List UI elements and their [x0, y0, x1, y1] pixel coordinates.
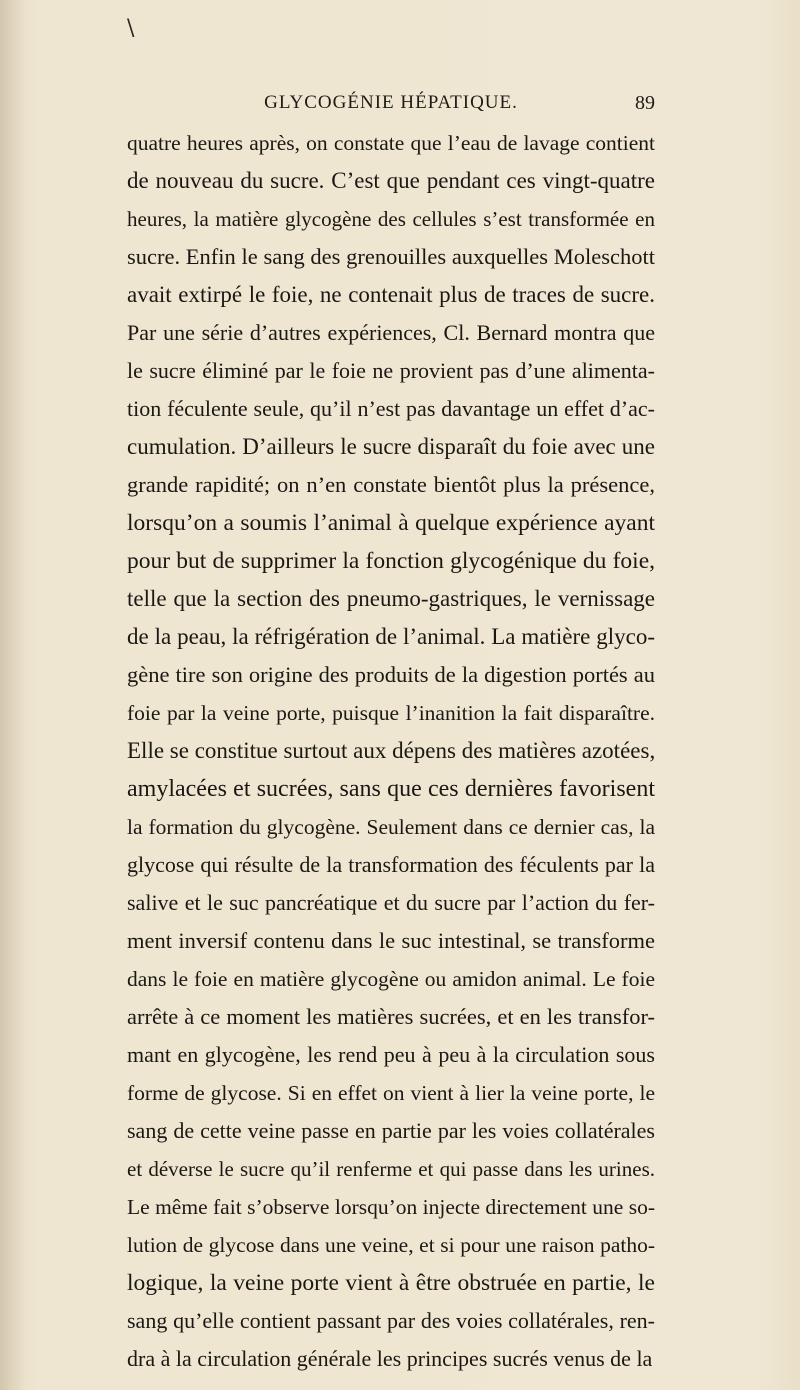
text-line: heures, la matière glycogène des cellules s’est transformée en — [127, 207, 655, 231]
stray-ink-mark: \ — [127, 16, 135, 41]
text-line: de nouveau du sucre. C’est que pendant ces vingt-quatre — [127, 168, 655, 193]
text-line: ment inversif contenu dans le suc intestinal, se transforme — [127, 928, 655, 953]
text-line: Le même fait s’observe lorsqu’on injecte directement une so- — [127, 1195, 655, 1219]
page-edge-shadow — [0, 0, 26, 1390]
running-title: GLYCOGÉNIE HÉPATIQUE. — [264, 92, 518, 113]
text-line: sang qu’elle contient passant par des voies collatérales, ren- — [127, 1308, 655, 1333]
text-line: arrête à ce moment les matières sucrées, et en les transfor- — [127, 1004, 655, 1029]
text-line: logique, la veine porte vient à être obstruée en partie, le — [127, 1270, 655, 1296]
text-line: avait extirpé le foie, ne contenait plus de traces de sucre. — [127, 282, 655, 307]
text-line: tion féculente seule, qu’il n’est pas davantage un effet d’ac- — [127, 396, 655, 421]
text-line: gène tire son origine des produits de la digestion portés au — [127, 662, 655, 687]
text-line: grande rapidité; on n’en constate bientôt plus la présence, — [127, 472, 655, 497]
text-line: sucre. Enfin le sang des grenouilles auxquelles Moleschott — [127, 244, 655, 269]
text-line: cumulation. D’ailleurs le sucre disparaît du foie avec une — [127, 434, 655, 459]
text-line: Elle se constitue surtout aux dépens des matières azotées, — [127, 738, 656, 763]
text-line: lution de glycose dans une veine, et si pour une raison patho- — [127, 1233, 655, 1257]
text-line: et déverse le sucre qu’il renferme et qui passe dans les urines. — [127, 1157, 655, 1181]
text-line: telle que la section des pneumo-gastriques, le vernissage — [127, 586, 655, 611]
text-line: la formation du glycogène. Seulement dans ce dernier cas, la — [127, 815, 655, 839]
text-line: salive et le suc pancréatique et du sucre par l’action du fer- — [127, 890, 655, 915]
text-line: lorsqu’on a soumis l’animal à quelque expérience ayant — [127, 510, 655, 536]
running-header — [127, 92, 655, 120]
page-number: 89 — [635, 92, 655, 114]
text-line: Par une série d’autres expériences, Cl. Bernard montra que — [127, 320, 655, 345]
text-line: foie par la veine porte, puisque l’inanition la fait disparaître. — [127, 701, 655, 725]
text-line: forme de glycose. Si en effet on vient à lier la veine porte, le — [127, 1081, 655, 1105]
text-line: quatre heures après, on constate que l’eau de lavage contient — [127, 131, 655, 155]
text-line: sang de cette veine passe en partie par les voies collatérales — [127, 1118, 655, 1143]
text-line: mant en glycogène, les rend peu à peu à la circulation sous — [127, 1042, 655, 1067]
body-paragraph — [127, 124, 655, 1378]
text-line: dra à la circulation générale les principes sucrés venus de la — [127, 1346, 653, 1371]
text-line: le sucre éliminé par le foie ne provient pas d’une alimenta- — [127, 358, 655, 383]
text-line: glycose qui résulte de la transformation des féculents par la — [127, 852, 655, 877]
text-line: amylacées et sucrées, sans que ces dernières favorisent — [127, 776, 655, 802]
text-line: dans le foie en matière glycogène ou amidon animal. Le foie — [127, 967, 655, 991]
text-line: pour but de supprimer la fonction glycogénique du foie, — [127, 548, 655, 574]
text-line: de la peau, la réfrigération de l’animal. La matière glyco- — [127, 624, 655, 649]
